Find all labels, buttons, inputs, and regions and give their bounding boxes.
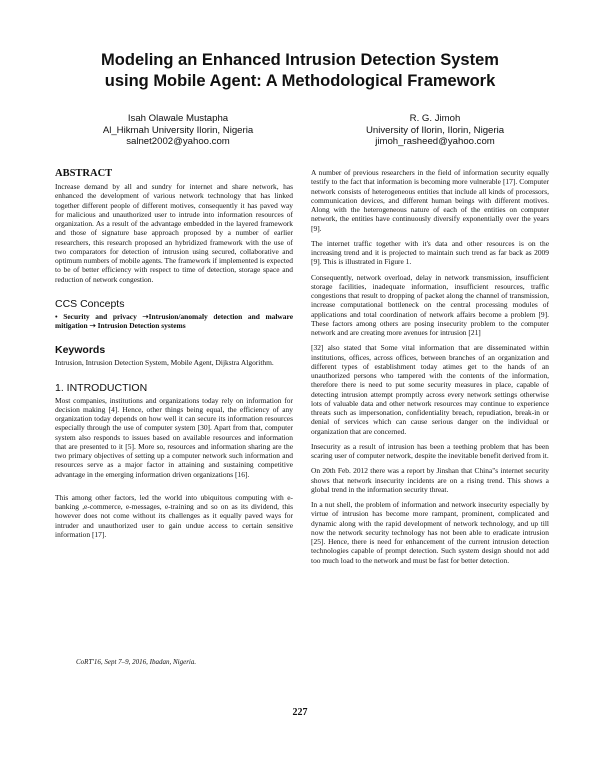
author-affiliation: Al_Hikmah University Ilorin, Nigeria bbox=[102, 124, 254, 136]
author-name: R. G. Jimoh bbox=[409, 113, 461, 124]
author-block-2 bbox=[320, 113, 550, 148]
right-paragraph-4: [32] also stated that Some vital information that are disseminated within institutions, offices, across offices, between branches of an organization and different types of establishment today atimes get to the hands of an unauthorized persons who tampered with the contents of the information, therefore there is need to put some security measures in place, capable of detecting intrusion attempt promptly across every network settings otherwise lots of valuable data and other network resources may continue to experience threats such as impersonation, confidentiality breach, repudiation, break-in or denial of services which can cause serious danger on the individual or organization that are concerned. bbox=[311, 343, 549, 436]
paper-title bbox=[40, 50, 560, 92]
right-paragraph-3: Consequently, network overload, delay in network transmission, insufficient storage facilities, inadequate information, insufficient resources, traffic congestions that result to dropping of packet along the channel of transmission, increase computational bottleneck on the central processing modules of applications and total coordination of network affairs become a problem [9]. These factors among others are posing insecurity problem to the computer network and are creating more avenues for intrusion [21] bbox=[311, 272, 549, 337]
ccs-heading: CCS Concepts bbox=[55, 297, 125, 310]
right-paragraph-7: In a nut shell, the problem of information and network insecurity especially by virtue of intrusion has become more rampant, prominent, complicated and dynamic along with the rapid development of network technology, and up till now the network security technology has not been able to eradicate intrusion [25]. Hence, there is need for enhancement of the current intrusion detection technologies capable of prompt detection. Such system design should not add too much load to the network and must be fast for better detection. bbox=[311, 500, 549, 565]
right-paragraph-6: On 20th Feb. 2012 there was a report by Jinshan that China"s internet security shows that network insecurity incidents are on a rising trend. This shows a global trend in the information security threat. bbox=[311, 466, 549, 494]
left-column bbox=[55, 168, 293, 545]
author-affiliation: University of Ilorin, Ilorin, Nigeria bbox=[365, 124, 505, 136]
keywords-heading: Keywords bbox=[55, 344, 106, 357]
right-paragraph-5: Insecurity as a result of intrusion has been a teething problem that has been scaring user of computer network, despite the inevitable benefit derived from it. bbox=[311, 441, 549, 460]
keywords-text: Intrusion, Intrusion Detection System, Mobile Agent, Dijkstra Algorithm. bbox=[55, 358, 274, 368]
right-paragraph-2: The internet traffic together with it's data and other resources is on the increasing trend and it is projected to maintain such trend as far back as 2009 [9]. This is illustrated in Figure 1. bbox=[311, 238, 549, 267]
right-paragraph-1: A number of previous researchers in the field of information security equally testify to the fact that information is becoming more vulnerable [17]. Computer network consists of heterogeneous entities that include all kinds of processors, communication devices, and different human beings with different motives. Along with the heterogeneous nature of each of the entities on computer network, the entities have continuously diversify exponentially over the years [9]. bbox=[311, 168, 549, 233]
author-block-1 bbox=[63, 113, 293, 148]
introduction-heading: 1. INTRODUCTION bbox=[55, 381, 148, 394]
introduction-paragraph-1: Most companies, institutions and organizations today rely on information for decision making [4]. Hence, other things being equal, the efficiency of any organization today depends on how well it can secure its information resources especially through the use of computer system [30]. Apart from that, computer system also responds to issues based on available resources and information that are presented to it [5]. More so, resources and information sharing are the two primary objectives of setting up a computer network such information and resources serve as a major factor in attaining and sustaining competitive advantage in the emerging information driven organizations [16]. bbox=[55, 395, 293, 479]
conference-footnote: CoRT'16, Sept 7–9, 2016, Ibadan, Nigeria. bbox=[76, 658, 197, 666]
abstract-text: Increase demand by all and sundry for internet and share network, has enhanced the development of various network technology that has linked together different people of different motives, consequently it has paved way for malicious and unauthorized user to intrude into information resources of organization. As a result of the advantage embedded in the layered framework and those of signature base approach proposed by a number of earlier researchers, this research proposed an hybridized framework with the use of two comparators for detection of intrusion using secured, collaborative and optimum numbers of mobile agents. The framework if implemented is expected to be of better efficiency with respect to time of detection, storage space and reduction of network congestion. bbox=[55, 182, 293, 284]
abstract-heading: ABSTRACT bbox=[55, 168, 113, 179]
title-line-1: Modeling an Enhanced Intrusion Detection System bbox=[101, 51, 499, 69]
author-email: salnet2002@yahoo.com bbox=[126, 136, 230, 147]
title-line-2: using Mobile Agent: A Methodological Framework bbox=[104, 72, 496, 90]
author-name: Isah Olawale Mustapha bbox=[127, 113, 229, 124]
author-email: jimoh_rasheed@yahoo.com bbox=[375, 136, 495, 147]
right-column bbox=[311, 168, 549, 571]
page-number: 227 bbox=[292, 707, 308, 718]
ccs-text: • Security and privacy ➝Intrusion/anomaly detection and malware mitigation ➝ Intrusion Detection systems bbox=[55, 311, 293, 330]
introduction-paragraph-2: This among other factors, led the world into ubiquitous computing with e-banking ,e-commerce, e-messages, e-training and so on as its dividend, this however does not come without its challenges as it equally paved ways for intruder and unauthorized user to gain undue access to certain sensitive information [17]. bbox=[55, 492, 293, 539]
